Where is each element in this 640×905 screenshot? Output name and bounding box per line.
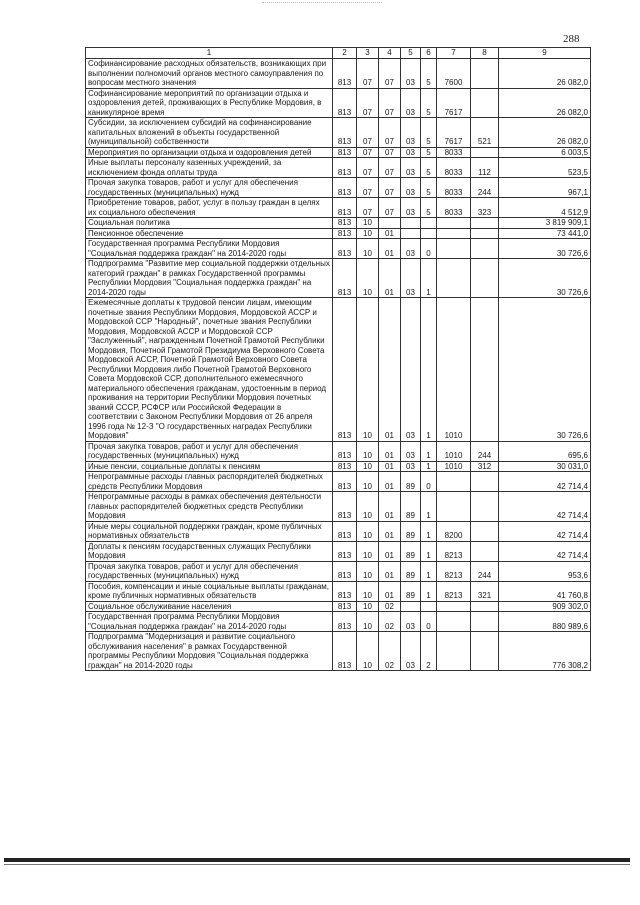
row-code-2: 813 — [333, 218, 357, 229]
row-code-4: 01 — [379, 298, 401, 442]
row-code-2: 813 — [333, 158, 357, 178]
row-code-5: 89 — [401, 541, 421, 561]
row-code-4: 02 — [379, 612, 401, 632]
row-name: Иные выплаты персоналу казенных учреждений, за исключением фонда оплаты труда — [86, 158, 333, 178]
table-row — [86, 612, 591, 632]
row-code-3: 10 — [357, 239, 379, 259]
row-amount: 523,5 — [499, 158, 591, 178]
row-code-2: 813 — [333, 612, 357, 632]
row-code-4: 01 — [379, 521, 401, 541]
row-code-4: 01 — [379, 228, 401, 239]
row-code-7 — [437, 632, 471, 671]
row-amount: 30 726,6 — [499, 259, 591, 298]
row-code-5: 89 — [401, 561, 421, 581]
row-code-6: 5 — [421, 147, 437, 158]
row-code-7: 7617 — [437, 88, 471, 118]
row-code-5: 03 — [401, 259, 421, 298]
row-code-4: 01 — [379, 472, 401, 492]
header-cell: 2 — [333, 48, 357, 59]
row-code-8 — [471, 298, 499, 442]
table-row — [86, 147, 591, 158]
row-code-8 — [471, 218, 499, 229]
row-amount: 953,6 — [499, 561, 591, 581]
row-code-3: 07 — [357, 59, 379, 89]
row-code-4: 07 — [379, 198, 401, 218]
row-code-4 — [379, 218, 401, 229]
row-code-6: 5 — [421, 158, 437, 178]
row-code-2: 813 — [333, 298, 357, 442]
row-code-2: 813 — [333, 178, 357, 198]
row-code-5: 03 — [401, 178, 421, 198]
row-code-8 — [471, 492, 499, 522]
row-code-5 — [401, 228, 421, 239]
header-row — [86, 48, 591, 59]
row-code-7: 8033 — [437, 158, 471, 178]
row-code-5 — [401, 601, 421, 612]
scan-artifact — [262, 2, 382, 6]
row-code-7 — [437, 228, 471, 239]
row-name: Иные меры социальной поддержки граждан, кроме публичных нормативных обязательств — [86, 521, 333, 541]
row-code-6: 5 — [421, 198, 437, 218]
row-amount: 880 989,6 — [499, 612, 591, 632]
row-name: Софинансирование мероприятий по организации отдыха и оздоровления детей, проживающих в Республике Мордовия, в каникулярное время — [86, 88, 333, 118]
scan-bottom-border-thin — [4, 864, 630, 865]
row-code-2: 813 — [333, 198, 357, 218]
row-code-4: 02 — [379, 632, 401, 671]
row-code-2: 813 — [333, 259, 357, 298]
row-code-5: 03 — [401, 461, 421, 472]
table-row — [86, 472, 591, 492]
row-name: Субсидии, за исключением субсидий на софинансирование капитальных вложений в объекты государственной (муниципальной) собственности — [86, 118, 333, 148]
row-code-2: 813 — [333, 492, 357, 522]
row-code-8: 312 — [471, 461, 499, 472]
row-code-5: 89 — [401, 472, 421, 492]
row-code-7: 1010 — [437, 461, 471, 472]
row-code-5: 03 — [401, 158, 421, 178]
row-code-8 — [471, 228, 499, 239]
row-code-3: 10 — [357, 541, 379, 561]
table-row — [86, 118, 591, 148]
table-row — [86, 461, 591, 472]
row-amount: 4 512,9 — [499, 198, 591, 218]
table-row — [86, 632, 591, 671]
table-row — [86, 259, 591, 298]
row-code-6: 2 — [421, 632, 437, 671]
table-row — [86, 198, 591, 218]
row-name: Непрограммные расходы в рамках обеспечения деятельности главных распорядителей бюджетных средств Республики Мордовия — [86, 492, 333, 522]
row-code-2: 813 — [333, 521, 357, 541]
row-code-2: 813 — [333, 461, 357, 472]
row-code-2: 813 — [333, 88, 357, 118]
row-code-8 — [471, 472, 499, 492]
row-code-6 — [421, 218, 437, 229]
row-code-2: 813 — [333, 601, 357, 612]
row-name: Подпрограмма "Развитие мер социальной поддержки отдельных категорий граждан" в рамках Государственной программы Республики Мордовия "Социальная поддержка граждан" на 2014-2020 годы — [86, 259, 333, 298]
row-code-6: 0 — [421, 472, 437, 492]
row-amount: 30 031,0 — [499, 461, 591, 472]
row-code-6: 1 — [421, 521, 437, 541]
row-code-6 — [421, 601, 437, 612]
table-row — [86, 228, 591, 239]
row-code-8: 112 — [471, 158, 499, 178]
row-code-8 — [471, 521, 499, 541]
row-code-8 — [471, 541, 499, 561]
row-amount: 6 003,5 — [499, 147, 591, 158]
row-code-2: 813 — [333, 59, 357, 89]
row-code-5: 03 — [401, 59, 421, 89]
row-code-4: 01 — [379, 441, 401, 461]
row-code-7: 8033 — [437, 198, 471, 218]
row-code-7: 8213 — [437, 561, 471, 581]
row-amount: 41 760,8 — [499, 581, 591, 601]
row-code-2: 813 — [333, 541, 357, 561]
row-code-8 — [471, 239, 499, 259]
row-code-7 — [437, 259, 471, 298]
row-code-7: 8213 — [437, 541, 471, 561]
table-row — [86, 601, 591, 612]
row-code-3: 10 — [357, 298, 379, 442]
row-name: Софинансирование расходных обязательств, возникающих при выполнении полномочий органов местного самоуправления по вопросам местного значения — [86, 59, 333, 89]
row-code-3: 07 — [357, 118, 379, 148]
header-cell: 8 — [471, 48, 499, 59]
row-code-3: 10 — [357, 228, 379, 239]
row-code-7: 1010 — [437, 298, 471, 442]
row-code-2: 813 — [333, 118, 357, 148]
row-amount: 26 082,0 — [499, 118, 591, 148]
row-code-5 — [401, 218, 421, 229]
row-code-5: 03 — [401, 632, 421, 671]
row-name: Социальное обслуживание населения — [86, 601, 333, 612]
header-cell: 5 — [401, 48, 421, 59]
row-code-4: 01 — [379, 561, 401, 581]
row-code-4: 07 — [379, 158, 401, 178]
row-code-3: 07 — [357, 158, 379, 178]
row-name: Социальная политика — [86, 218, 333, 229]
row-code-4: 07 — [379, 59, 401, 89]
row-code-6: 5 — [421, 178, 437, 198]
row-code-8: 244 — [471, 178, 499, 198]
row-name: Государственная программа Республики Мордовия "Социальная поддержка граждан" на 2014-2020 годы — [86, 612, 333, 632]
table-row — [86, 218, 591, 229]
row-code-5: 89 — [401, 581, 421, 601]
row-amount: 42 714,4 — [499, 492, 591, 522]
row-code-7: 1010 — [437, 441, 471, 461]
row-code-8: 321 — [471, 581, 499, 601]
row-code-4: 07 — [379, 88, 401, 118]
row-name: Прочая закупка товаров, работ и услуг для обеспечения государственных (муниципальных) нужд — [86, 561, 333, 581]
row-code-2: 813 — [333, 441, 357, 461]
row-code-3: 07 — [357, 88, 379, 118]
row-code-3: 10 — [357, 561, 379, 581]
row-amount: 42 714,4 — [499, 521, 591, 541]
row-code-8 — [471, 88, 499, 118]
table-row — [86, 239, 591, 259]
row-code-8 — [471, 632, 499, 671]
table-row — [86, 581, 591, 601]
row-amount: 26 082,0 — [499, 59, 591, 89]
row-amount: 3 819 909,1 — [499, 218, 591, 229]
row-code-5: 03 — [401, 198, 421, 218]
row-code-3: 10 — [357, 521, 379, 541]
row-code-6: 5 — [421, 88, 437, 118]
row-code-8: 244 — [471, 441, 499, 461]
row-code-3: 07 — [357, 147, 379, 158]
scan-bottom-border — [4, 858, 630, 862]
row-code-8 — [471, 259, 499, 298]
row-code-3: 10 — [357, 472, 379, 492]
row-code-7 — [437, 492, 471, 522]
row-code-6: 1 — [421, 441, 437, 461]
table-row — [86, 541, 591, 561]
table-row — [86, 158, 591, 178]
row-code-4: 07 — [379, 147, 401, 158]
row-code-8 — [471, 59, 499, 89]
row-code-4: 02 — [379, 601, 401, 612]
row-code-8 — [471, 147, 499, 158]
row-amount: 42 714,4 — [499, 541, 591, 561]
row-code-6: 1 — [421, 461, 437, 472]
row-name: Непрограммные расходы главных распорядителей бюджетных средств Республики Мордовия — [86, 472, 333, 492]
row-code-7 — [437, 239, 471, 259]
row-code-6 — [421, 228, 437, 239]
row-code-7 — [437, 612, 471, 632]
row-code-5: 03 — [401, 298, 421, 442]
row-code-5: 03 — [401, 88, 421, 118]
row-code-7 — [437, 601, 471, 612]
table-row — [86, 298, 591, 442]
row-code-8: 244 — [471, 561, 499, 581]
row-code-6: 1 — [421, 298, 437, 442]
row-amount: 909 302,0 — [499, 601, 591, 612]
row-code-6: 0 — [421, 612, 437, 632]
row-amount: 30 726,6 — [499, 239, 591, 259]
table-row — [86, 441, 591, 461]
row-code-3: 10 — [357, 601, 379, 612]
row-name: Пенсионное обеспечение — [86, 228, 333, 239]
row-code-6: 5 — [421, 59, 437, 89]
row-amount: 42 714,4 — [499, 472, 591, 492]
row-amount: 26 082,0 — [499, 88, 591, 118]
row-code-6: 1 — [421, 581, 437, 601]
row-code-3: 10 — [357, 492, 379, 522]
row-code-3: 07 — [357, 178, 379, 198]
row-code-2: 813 — [333, 472, 357, 492]
row-code-6: 1 — [421, 561, 437, 581]
row-code-2: 813 — [333, 239, 357, 259]
row-code-3: 10 — [357, 218, 379, 229]
row-code-4: 01 — [379, 259, 401, 298]
row-name: Прочая закупка товаров, работ и услуг для обеспечения государственных (муниципальных) нужд — [86, 178, 333, 198]
row-code-7 — [437, 472, 471, 492]
row-code-4: 07 — [379, 118, 401, 148]
row-code-5: 03 — [401, 239, 421, 259]
table-row — [86, 561, 591, 581]
row-name: Подпрограмма "Модернизация и развитие социального обслуживания населения" в рамках Государственной программы Республики Мордовия "Социальная поддержка граждан" на 2014-2020 годы — [86, 632, 333, 671]
table-row — [86, 178, 591, 198]
row-name: Пособия, компенсации и иные социальные выплаты гражданам, кроме публичных нормативных обязательств — [86, 581, 333, 601]
row-code-7 — [437, 218, 471, 229]
budget-table — [85, 47, 591, 671]
row-amount: 967,1 — [499, 178, 591, 198]
row-code-7: 8033 — [437, 147, 471, 158]
row-code-3: 07 — [357, 198, 379, 218]
row-code-3: 10 — [357, 612, 379, 632]
row-code-5: 03 — [401, 118, 421, 148]
row-code-4: 01 — [379, 239, 401, 259]
row-code-5: 89 — [401, 521, 421, 541]
header-cell: 6 — [421, 48, 437, 59]
row-name: Доплаты к пенсиям государственных служащих Республики Мордовия — [86, 541, 333, 561]
row-code-7: 7617 — [437, 118, 471, 148]
row-name: Прочая закупка товаров, работ и услуг для обеспечения государственных (муниципальных) нужд — [86, 441, 333, 461]
table-row — [86, 492, 591, 522]
row-code-6: 1 — [421, 541, 437, 561]
row-name: Государственная программа Республики Мордовия "Социальная поддержка граждан" на 2014-2020 годы — [86, 239, 333, 259]
header-cell: 9 — [499, 48, 591, 59]
row-code-8: 521 — [471, 118, 499, 148]
row-code-7: 8213 — [437, 581, 471, 601]
row-code-7: 8033 — [437, 178, 471, 198]
header-cell: 3 — [357, 48, 379, 59]
table-row — [86, 59, 591, 89]
row-code-5: 03 — [401, 147, 421, 158]
table-row — [86, 88, 591, 118]
row-code-7: 7600 — [437, 59, 471, 89]
row-code-3: 10 — [357, 461, 379, 472]
row-code-2: 813 — [333, 147, 357, 158]
row-code-2: 813 — [333, 581, 357, 601]
row-code-8: 323 — [471, 198, 499, 218]
row-code-5: 03 — [401, 441, 421, 461]
row-code-6: 1 — [421, 259, 437, 298]
row-code-6: 0 — [421, 239, 437, 259]
row-code-5: 03 — [401, 612, 421, 632]
row-code-5: 89 — [401, 492, 421, 522]
row-name: Иные пенсии, социальные доплаты к пенсиям — [86, 461, 333, 472]
row-code-2: 813 — [333, 632, 357, 671]
row-name: Приобретение товаров, работ, услуг в пользу граждан в целях их социального обеспечения — [86, 198, 333, 218]
header-cell: 7 — [437, 48, 471, 59]
row-code-4: 01 — [379, 461, 401, 472]
row-code-4: 01 — [379, 541, 401, 561]
row-code-4: 01 — [379, 581, 401, 601]
row-code-6: 5 — [421, 118, 437, 148]
row-name: Ежемесячные доплаты к трудовой пенсии лицам, имеющим почетные звания Республики Мордовия, Мордовской АССР и Мордовской ССР "Народный", почетные звания Республики Мордовия, Мордовской АССР и Мордовской ССР "Заслуженный", награжденным Почетной Грамотой Республики Мордовия, Почетной Грамотой Президиума Верховного Совета Мордовской АССР, Почетной Грамотой Верховного Совета Республики Мордовия либо Почетной Грамотой Верховного Совета Мордовской ССР, дополнительного ежемесячного материального обеспечения гражданам, удостоенным в период проживания на территории Республики Мордовия почетных званий СССР, РСФСР или Российской Федерации в соответствии с Законом Республики Мордовия от 26 апреля 1996 года № 12-З "О государственных наградах Республики Мордовия" — [86, 298, 333, 442]
table-row — [86, 521, 591, 541]
row-code-2: 813 — [333, 561, 357, 581]
row-code-8 — [471, 601, 499, 612]
header-cell: 4 — [379, 48, 401, 59]
header-cell: 1 — [86, 48, 333, 59]
row-code-3: 10 — [357, 581, 379, 601]
row-code-8 — [471, 612, 499, 632]
row-code-3: 10 — [357, 441, 379, 461]
row-name: Мероприятия по организации отдыха и оздоровления детей — [86, 147, 333, 158]
row-code-7: 8200 — [437, 521, 471, 541]
row-amount: 695,6 — [499, 441, 591, 461]
row-amount: 30 726,6 — [499, 298, 591, 442]
row-amount: 776 308,2 — [499, 632, 591, 671]
row-code-4: 07 — [379, 178, 401, 198]
row-code-4: 01 — [379, 492, 401, 522]
page-number: 288 — [563, 33, 580, 45]
row-code-6: 1 — [421, 492, 437, 522]
row-code-3: 10 — [357, 632, 379, 671]
row-amount: 73 441,0 — [499, 228, 591, 239]
row-code-3: 10 — [357, 259, 379, 298]
row-code-2: 813 — [333, 228, 357, 239]
